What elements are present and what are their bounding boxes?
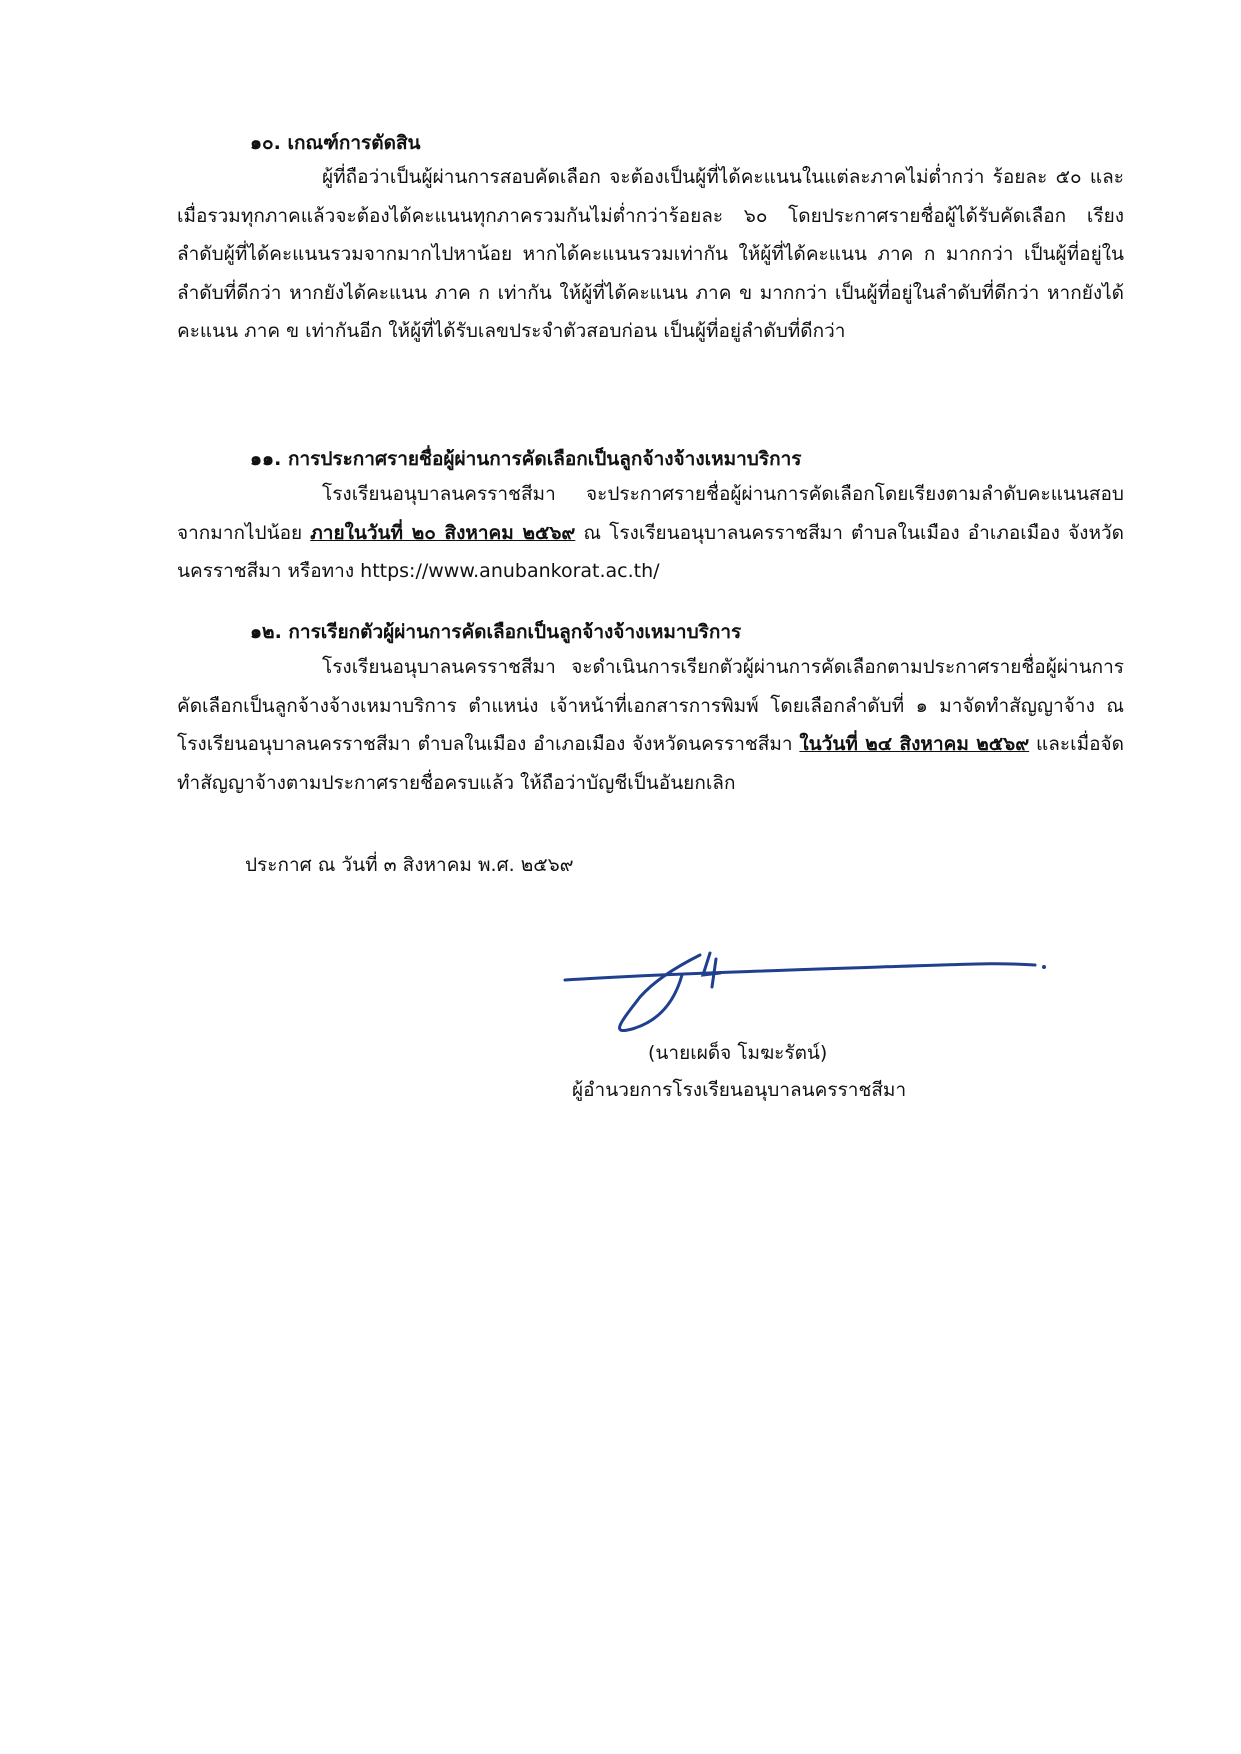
section-12-heading: ๑๒. การเรียกตัวผู้ผ่านการคัดเลือกเป็นลูกจ้างจ้างเหมาบริการ bbox=[250, 621, 742, 643]
section-11-text-after: ณ โรงเรียนอนุบาลนครราชสีมา ตำบลในเมือง อำเภอเมือง จังหวัดนครราชสีมา หรือทาง https://www.anubankorat.ac.th/ bbox=[177, 521, 1124, 582]
signer-position: ผู้อำนวยการโรงเรียนอนุบาลนครราชสีมา bbox=[572, 1079, 907, 1101]
section-10-heading: ๑๐. เกณฑ์การตัดสิน bbox=[250, 132, 421, 154]
signature-image bbox=[560, 945, 1060, 1045]
section-12-date: ในวันที่ ๒๔ สิงหาคม ๒๕๖๙ bbox=[799, 733, 1030, 755]
signer-name: (นายเผด็จ โมฆะรัตน์) bbox=[648, 1042, 828, 1064]
section-12-text-after: และเมื่อจัดทำสัญญาจ้างตามประกาศรายชื่อครบแล้ว ให้ถือว่าบัญชีเป็นอันยกเลิก bbox=[177, 733, 1124, 794]
section-12-text-before: โรงเรียนอนุบาลนครราชสีมา จะดำเนินการเรียกตัวผู้ผ่านการคัดเลือกตามประกาศรายชื่อผู้ผ่านการคัดเลือกเป็นลูกจ้างจ้างเหมาบริการ ตำแหน่ง เจ้าหน้าที่เอกสารการพิมพ์ โดยเลือกลำดับที่ ๑ มาจัดทำสัญญาจ้าง ณ โรงเรียนอนุบาลนครราชสีมา ตำบลในเมือง อำเภอเมือง จังหวัดนครราชสีมา bbox=[177, 656, 1124, 755]
section-11-heading: ๑๑. การประกาศรายชื่อผู้ผ่านการคัดเลือกเป็นลูกจ้างจ้างเหมาบริการ bbox=[250, 448, 802, 470]
announcement-date: ประกาศ ณ วันที่ ๓ สิงหาคม พ.ศ. ๒๕๖๙ bbox=[245, 854, 574, 876]
section-10-text: ผู้ที่ถือว่าเป็นผู้ผ่านการสอบคัดเลือก จะต้องเป็นผู้ที่ได้คะแนนในแต่ละภาคไม่ต่ำกว่า ร้อยละ ๕๐ และเมื่อรวมทุกภาคแล้วจะต้องได้คะแนนทุกภาครวมกันไม่ต่ำกว่าร้อยละ ๖๐ โดยประกาศรายชื่อผู้ได้รับคัดเลือก เรียงลำดับผู้ที่ได้คะแนนรวมจากมากไปหาน้อย หากได้คะแนนรวมเท่ากัน ให้ผู้ที่ได้คะแนน ภาค ก มากกว่า เป็นผู้ที่อยู่ในลำดับที่ดีกว่า หากยังได้คะแนน ภาค ก เท่ากัน ให้ผู้ที่ได้คะแนน ภาค ข มากกว่า เป็นผู้ที่อยู่ในลำดับที่ดีกว่า หากยังได้คะแนน ภาค ข เท่ากันอีก ให้ผู้ที่ได้รับเลขประจำตัวสอบก่อน เป็นผู้ที่อยู่ลำดับที่ดีกว่า bbox=[177, 166, 1124, 342]
section-11-deadline: ภายในวันที่ ๒๐ สิงหาคม ๒๕๖๙ bbox=[310, 521, 576, 544]
section-10-body bbox=[177, 158, 1124, 351]
section-11-text-before: โรงเรียนอนุบาลนครราชสีมา จะประกาศรายชื่อผู้ผ่านการคัดเลือกโดยเรียงตามลำดับคะแนนสอบจากมากไปน้อย bbox=[177, 483, 1124, 544]
section-12-body bbox=[177, 648, 1124, 802]
section-11-body bbox=[177, 475, 1124, 591]
